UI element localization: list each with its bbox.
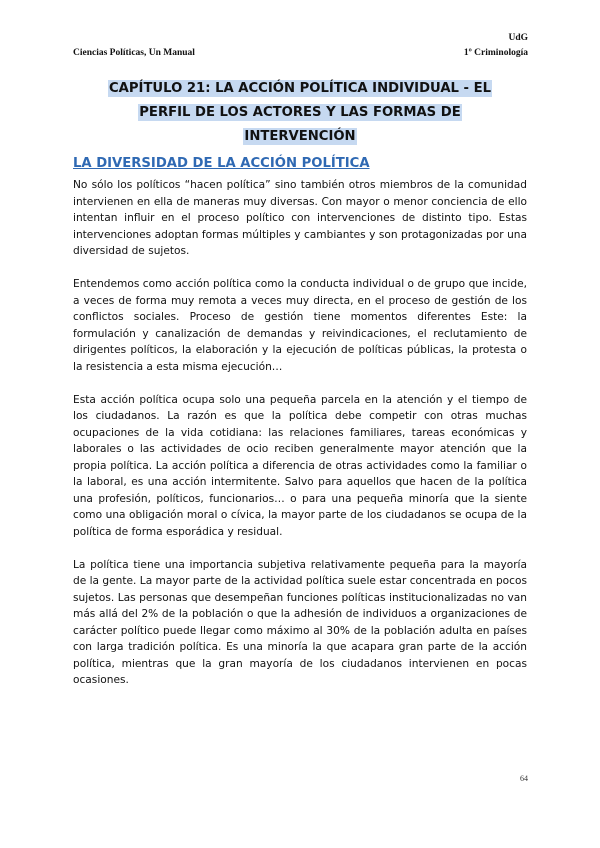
section-heading: LA DIVERSIDAD DE LA ACCIÓN POLÍTICA [73, 156, 370, 171]
running-header-left: Ciencias Políticas, Un Manual [73, 48, 195, 58]
running-header-course: 1º Criminología [463, 48, 528, 58]
page-number: 64 [520, 774, 528, 783]
paragraph-1: No sólo los políticos “hacen política” sino también otros miembros de la comunidad intervienen en ella de maneras muy diversas. Con mayor o menor conciencia de ello intentan influir en el proceso político con intervenciones de distinto tipo. Estas intervenciones adoptan formas múltiples y cambiantes y son protagonizadas por una diversidad de sujetos. [73, 179, 527, 257]
body-text [73, 177, 527, 705]
chapter-title-line-3: INTERVENCIÓN [244, 129, 356, 144]
chapter-title-line-2: PERFIL DE LOS ACTORES Y LAS FORMAS DE [139, 105, 461, 120]
chapter-title-line-1: CAPÍTULO 21: LA ACCIÓN POLÍTICA INDIVIDUAL - EL [108, 81, 492, 96]
paragraph-2: Entendemos como acción política como la conducta individual o de grupo que incide, a veces de forma muy remota a veces muy directa, en el proceso de gestión de los conflictos sociales. Proceso de gestión tiene momentos diferentes Este: la formulación y canalización de demandas y reivindicaciones, el reclutamiento de dirigentes políticos, la elaboración y la ejecución de políticas públicas, la protesta o la resistencia a esta misma ejecución… [73, 278, 527, 373]
paragraph-3: Esta acción política ocupa solo una pequeña parcela en la atención y el tiempo de los ciudadanos. La razón es que la política debe competir con otras muchas ocupaciones de la vida cotidiana: las relaciones familiares, tareas económicas y laborales o las actividades de ocio reciben generalmente mayor atención que la propia política. La acción política a diferencia de otras actividades como la familiar o la laboral, es una acción intermitente. Salvo para aquellos que hacen de la política una profesión, políticos, funcionarios… o para una pequeña minoría que la siente como una obligación moral o cívica, la mayor parte de los ciudadanos se ocupa de la política de forma esporádica y residual. [73, 393, 527, 538]
paragraph-4: La política tiene una importancia subjetiva relativamente pequeña para la mayoría de la gente. La mayor parte de la actividad política suele estar concentrada en pocos sujetos. Las personas que desempeñan funciones políticas institucionalizadas no van más allá del 2% de la población o que la adhesión de individuos a organizaciones de carácter político puede llegar como máximo al 30% de la población adulta en países con larga tradición política. Es una minoría la que acapara gran parte de la acción política, mientras que la gran mayoría de los ciudadanos intervienen en pocas ocasiones. [73, 558, 527, 686]
running-header-university: UdG [508, 33, 528, 43]
chapter-title [73, 77, 527, 149]
